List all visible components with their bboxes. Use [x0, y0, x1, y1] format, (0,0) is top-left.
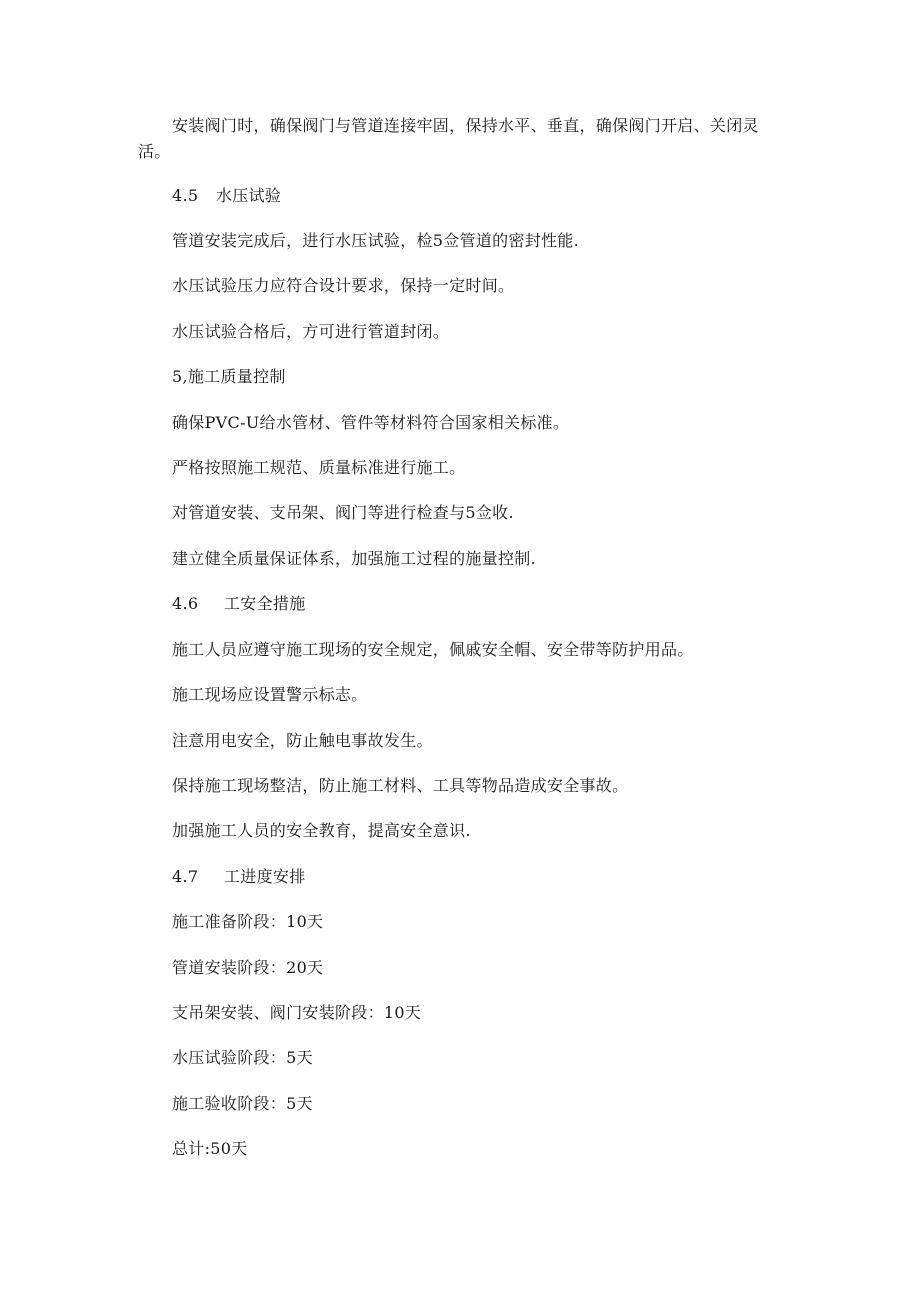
paragraph-safety-2: 施工现场应设置警示标志。: [172, 685, 368, 704]
schedule-total: 总计:50天: [172, 1139, 248, 1158]
heading-5: 5,施工质量控制: [172, 367, 286, 386]
paragraph-safety-5: 加强施工人员的安全教育，提高安全意识.: [172, 821, 471, 840]
schedule-item-pipe-install: 管道安装阶段：20天: [172, 958, 324, 977]
heading-4-5: [172, 186, 281, 206]
paragraph-safety-1: 施工人员应遵守施工现场的安全规定，佩戚安全帽、安全带等防护用品。: [172, 640, 694, 659]
heading-4-7: [172, 867, 306, 887]
paragraph-quality-4: 建立健全质量保证体系，加强施工过程的施量控制.: [172, 549, 536, 568]
paragraph-pressure-3: 水压试验合格后，方可进行管道封闭。: [172, 322, 450, 341]
heading-4-7-number: 4.7: [172, 867, 199, 886]
schedule-item-acceptance: 施工验收阶段：5天: [172, 1094, 313, 1113]
heading-4-7-title: 工进度安排: [224, 867, 306, 886]
heading-4-6-title: 工安全措施: [224, 594, 306, 613]
heading-4-5-title: 水压试验: [216, 186, 282, 205]
paragraph-quality-3: 对管道安装、支吊架、阀门等进行检查与5佥收.: [172, 503, 514, 522]
paragraph-safety-3: 注意用电安全，防止触电事故发生。: [172, 731, 433, 750]
paragraph-valve-line-2: 活。: [138, 142, 171, 161]
schedule-item-prep: 施工准备阶段：10天: [172, 912, 324, 931]
paragraph-pressure-1: 管道安装完成后，进行水压试验，检5佥管道的密封性能.: [172, 231, 580, 250]
paragraph-valve-line-1: 安装阀门时，确保阀门与管道连接牢固，保持水平、垂直，确保阀门开启、关闭灵: [172, 116, 759, 135]
heading-4-5-number: 4.5: [172, 186, 199, 205]
paragraph-quality-1: 确保PVC-U给水管材、管件等材料符合国家相关标准。: [172, 413, 570, 432]
heading-4-6: [172, 594, 306, 614]
paragraph-safety-4: 保持施工现场整洁，防止施工材料、工具等物品造成安全事故。: [172, 776, 629, 795]
paragraph-quality-2: 严格按照施工规范、质量标准进行施工。: [172, 458, 466, 477]
schedule-item-pressure-test: 水压试验阶段：5天: [172, 1048, 313, 1067]
schedule-item-support-valve: 支吊架安装、阀门安装阶段：10天: [172, 1003, 422, 1022]
paragraph-pressure-2: 水压试验压力应符合设计要求，保持一定时间。: [172, 276, 515, 295]
heading-4-6-number: 4.6: [172, 594, 199, 613]
